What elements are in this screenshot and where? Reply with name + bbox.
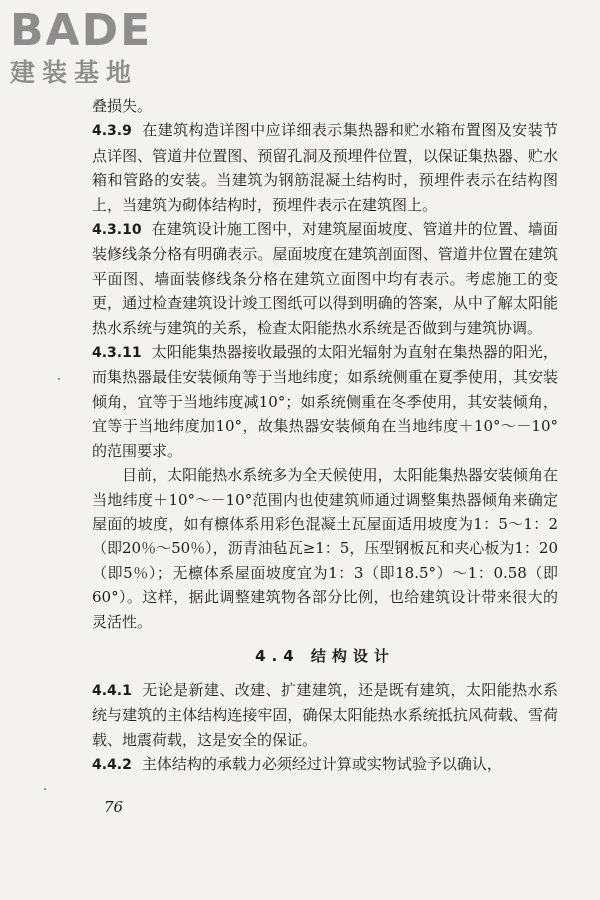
body-text xyxy=(92,94,558,778)
paragraph-text: 无论是新建、改建、扩建建筑，还是既有建筑，太阳能热水系统与建筑的主体结构连接牢固，确保太阳能热水系统抵抗风荷载、雪荷载、地震荷载，这是安全的保证。 xyxy=(92,680,558,749)
paragraph-text: 在建筑设计施工图中，对建筑屋面坡度、管道井的位置、墙面装修线条分格有明确表示。屋面坡度在建筑剖面图、管道井位置在建筑平面图、墙面装修线条分格在建筑立面图中均有表示。考虑施工的变更，通过检查建筑设计竣工图纸可以得到明确的答案，从中了解太阳能热水系统与建筑的关系，检查太阳能热水系统是否做到与建筑协调。 xyxy=(92,220,558,337)
paragraph xyxy=(92,94,558,118)
paragraph-4-3-11 xyxy=(92,340,558,463)
paragraph-4-4-2 xyxy=(92,752,558,777)
scan-speck xyxy=(58,378,60,380)
paragraph xyxy=(92,463,558,634)
paragraph-4-3-10 xyxy=(92,217,558,340)
watermark-logo xyxy=(10,6,152,88)
clause-number: 4.3.11 xyxy=(92,345,142,362)
clause-number: 4.4.2 xyxy=(92,757,132,774)
watermark-logo-main: BADE xyxy=(10,5,153,56)
clause-number: 4.3.9 xyxy=(92,123,132,140)
paragraph-4-4-1 xyxy=(92,678,558,752)
section-title: 4.4 结构设计 xyxy=(255,646,395,665)
watermark-logo-sub: 建装基地 xyxy=(10,58,139,87)
page-number: 76 xyxy=(104,798,124,816)
paragraph-text: 主体结构的承载力必须经过计算或实物试验予以确认， xyxy=(141,755,502,774)
clause-number: 4.4.1 xyxy=(92,682,132,699)
scan-speck xyxy=(44,788,46,790)
paragraph-text: 在建筑构造详图中应详细表示集热器和贮水箱布置图及安装节点详图、管道井位置图、预留孔洞及预埋件位置，以保证集热器、贮水箱和管路的安装。当建筑为钢筋混凝土结构时，预埋件表示在结构图上，当建筑为砌体结构时，预埋件表示在建筑图上。 xyxy=(92,121,558,214)
clause-number: 4.3.10 xyxy=(92,222,142,239)
paragraph-4-3-9 xyxy=(92,118,558,217)
paragraph-text: 太阳能集热器接收最强的太阳光辐射为直射在集热器的阳光，而集热器最佳安装倾角等于当地纬度；如系统侧重在夏季使用，其安装倾角，宜等于当地纬度减10°；如系统侧重在冬季使用，其安装倾角，宜等于当地纬度加10°，故集热器安装倾角在当地纬度＋10°～－10°的范围要求。 xyxy=(92,343,558,460)
paragraph-text: 叠损失。 xyxy=(92,97,153,115)
paragraph-text: 目前，太阳能热水系统多为全天候使用，太阳能集热器安装倾角在当地纬度＋10°～－10°范围内也使建筑师通过调整集热器倾角来确定屋面的坡度，如有檩体系用彩色混凝土瓦屋面适用坡度为1：5～1：2（即20％～50％），沥青油毡瓦≥1：5，压型钢板瓦和夹心板为1：20（即5％）；无檩体系屋面坡度宜为1：3（即18.5°）～1：0.58（即60°）。这样，据此调整建筑物各部分比例，也给建筑设计带来很大的灵活性。 xyxy=(92,466,558,631)
